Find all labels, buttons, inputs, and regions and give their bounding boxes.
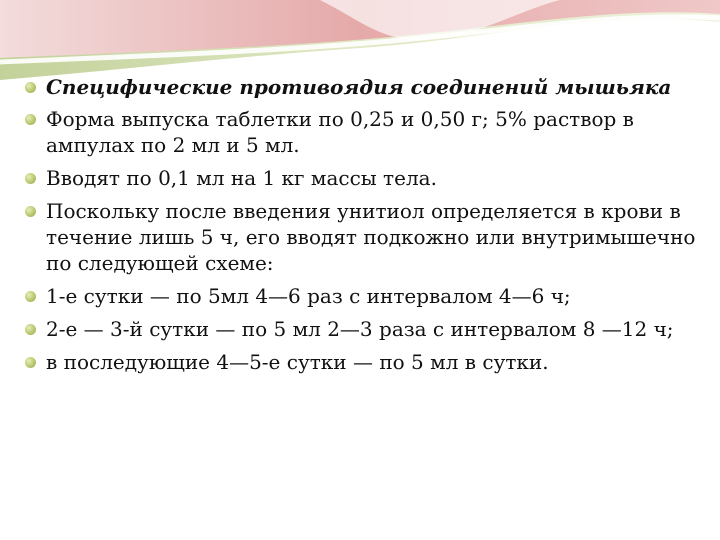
- bullet-text: Поскольку после введения унитиол определяется в крови в течение лишь 5 ч, его вводят подкожно или внутримышечно по следующей схеме:: [46, 199, 696, 275]
- bullet-text: 2-е — 3-й сутки — по 5 мл 2—3 раза с интервалом 8 —12 ч;: [46, 317, 674, 341]
- slide-content: [22, 74, 702, 382]
- bullet-item-title: [22, 74, 702, 100]
- bullet-text: Вводят по 0,1 мл на 1 кг массы тела.: [46, 166, 437, 190]
- bullet-text: Форма выпуска таблетки по 0,25 и 0,50 г; 5% раствор в ампулах по 2 мл и 5 мл.: [46, 107, 634, 157]
- bullet-icon: [25, 206, 36, 217]
- bullet-icon: [25, 82, 36, 93]
- bullet-item: [22, 283, 702, 309]
- bullet-list: [22, 74, 702, 375]
- bullet-icon: [25, 357, 36, 368]
- bullet-item: [22, 198, 702, 276]
- bullet-item: [22, 165, 702, 191]
- slide-title: Специфические противоядия соединений мышьяка: [46, 75, 672, 99]
- bullet-icon: [25, 291, 36, 302]
- bullet-icon: [25, 114, 36, 125]
- bullet-icon: [25, 173, 36, 184]
- bullet-item: [22, 349, 702, 375]
- bullet-text: в последующие 4—5-е сутки — по 5 мл в сутки.: [46, 350, 549, 374]
- bullet-item: [22, 316, 702, 342]
- bullet-item: [22, 106, 702, 158]
- bullet-text: 1-е сутки — по 5мл 4—6 раз с интервалом 4—6 ч;: [46, 284, 571, 308]
- bullet-icon: [25, 324, 36, 335]
